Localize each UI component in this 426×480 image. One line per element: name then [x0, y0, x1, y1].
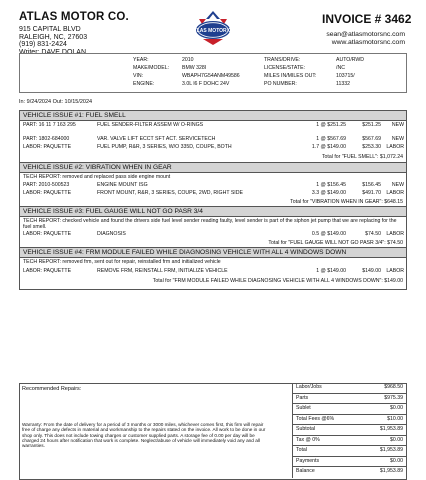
summary-row: Balance $1,953.89 — [296, 468, 403, 474]
tech-report: TECH REPORT: removed frm, sent out for repair, reinstalled frm and initialized vehicle — [23, 259, 221, 265]
issue-total: Total for "VIBRATION WHEN IN GEAR": $648.15 — [290, 199, 403, 205]
line-item: PART: 16 11 7 163 295 FUEL SENDER-FILTER ASSEM W/ O-RINGS 1 @ $251.25 $251.25 NEW — [23, 122, 404, 128]
make-label: MAKE/MODEL: — [133, 65, 170, 71]
summary-row: Payments $0.00 — [293, 457, 406, 468]
line-item: LABOR: PAQUETTE FUEL PUMP, R&R, 3 SERIES, W/O 335D, COUPE, BOTH 1.7 @ $149.00 $253.30 LABOR — [23, 144, 404, 150]
website-link[interactable]: www.atlasmotorsnc.com — [331, 39, 405, 46]
recommended-repairs-label: Recommended Repairs: — [22, 386, 82, 392]
engine-value: 3.0L l6 F DOHC 24V — [182, 81, 230, 87]
issue-section-4 — [19, 247, 407, 290]
license-value: /NC — [336, 65, 345, 71]
trans-label: TRANS/DRIVE: — [264, 57, 301, 63]
po-value: 11332 — [336, 81, 351, 87]
in-out-dates: In: 9/24/2024 Out: 10/15/2024 — [19, 99, 93, 105]
summary-row: Parts $975.39 — [293, 394, 406, 405]
line-item: PART: 1802-684000 VAR. VALVE LIFT ECCT SFT ACT. SERVICETECH 1 @ $567.69 $567.69 NEW — [23, 136, 404, 142]
issue-title: VEHICLE ISSUE #3: FUEL GAUGE WILL NOT GO PASR 3/4 — [20, 207, 406, 217]
issue-title: VEHICLE ISSUE #4: FRM MODULE FAILED WHILE DIAGNOSING VEHICLE WITH ALL 4 WINDOWS DOWN — [20, 248, 406, 258]
summary-row: Total $1,953.89 — [293, 446, 406, 457]
summary-row: Labor/Jobs $968.50 — [293, 383, 406, 394]
company-name: ATLAS MOTOR CO. — [19, 11, 129, 23]
writer: Writer: DAVE DOLAN — [19, 48, 87, 56]
phone: (919) 831-2424 — [19, 41, 67, 49]
make-value: BMW 328I — [182, 65, 207, 71]
miles-label: MILES IN/MILES OUT: — [264, 73, 317, 79]
po-label: PO NUMBER: — [264, 81, 297, 87]
logo-text: ATLAS MOTOR CO — [190, 28, 236, 34]
issue-total: Total for "FRM MODULE FAILED WHILE DIAGNOSING VEHICLE WITH ALL 4 WINDOWS DOWN": $149.00 — [152, 278, 403, 284]
vin-value: WBAPH7G54ANM49586 — [182, 73, 240, 79]
contact-info — [326, 31, 405, 47]
vin-label: VIN: — [133, 73, 144, 79]
engine-label: ENGINE: — [133, 81, 155, 87]
address-line-1: 915 CAPITAL BLVD — [19, 26, 81, 33]
issue-title: VEHICLE ISSUE #2: VIBRATION WHEN IN GEAR — [20, 163, 406, 173]
year-value: 2010 — [182, 57, 194, 63]
company-logo — [190, 10, 236, 46]
invoice-title: INVOICE # 3462 — [322, 12, 412, 26]
company-address — [19, 26, 87, 56]
line-item: LABOR: PAQUETTE FRONT MOUNT, R&R, 3 SERIES, COUPE, 2WD, RIGHT SIDE 3.3 @ $149.00 $491.70 LABOR — [23, 190, 404, 196]
totals-summary — [292, 383, 406, 478]
tech-report: TECH REPORT: checked vehicle and found the drivers side fuel level sender reading faulty, level sender is part of the siphon jet pump that we are replacing for the fuel smell. — [23, 218, 397, 230]
miles-value: 103715/ — [336, 73, 355, 79]
issue-section-1 — [19, 110, 407, 165]
trans-value: AUTO/RWD — [336, 57, 365, 63]
line-item: PART: 2010-500523 ENGINE MOUNT ISG 1 @ $156.45 $156.45 NEW — [23, 182, 404, 188]
issue-total: Total for "FUEL GAUGE WILL NOT GO PASR 3/4": $74.50 — [268, 240, 403, 246]
warranty-text: Warranty: From the date of delivery for a period of 3 months or 3000 miles, whichever comes first, this firm will repair free of charge any defects in material and workmanship to the repairs stated on the invoice. All work to be done in our shop only. This does not include towing charges or customer supplied parts. A storage fee of 0.00 per day will be charged 24 hours after notification that work is complete. Neglect/abuse of vehicle will immediately void any and all warranties. — [22, 422, 266, 449]
summary-row: Subtotal $1,953.89 — [293, 425, 406, 436]
license-label: LICENSE/STATE: — [264, 65, 306, 71]
issue-section-3 — [19, 206, 407, 250]
summary-row: Total Fees @6% $10.00 — [293, 415, 406, 426]
issue-section-2 — [19, 162, 407, 209]
issue-total: Total for "FUEL SMELL": $1,072.24 — [321, 154, 403, 160]
address-line-2: RALEIGH, NC, 27603 — [19, 33, 88, 41]
year-label: YEAR: — [133, 57, 149, 63]
tech-report: TECH REPORT: removed and replaced pass side engine mount — [23, 174, 171, 180]
summary-row: Sublet $0.00 — [293, 404, 406, 415]
email-link[interactable]: sean@atlasmotorsnc.com — [326, 31, 405, 38]
issue-title: VEHICLE ISSUE #1: FUEL SMELL — [20, 111, 406, 121]
line-item: LABOR: PAQUETTE DIAGNOSIS 0.5 @ $149.00 $74.50 LABOR — [23, 231, 404, 237]
summary-row: Tax @ 0% $0.00 — [293, 436, 406, 447]
line-item: LABOR: PAQUETTE REMOVE FRM, REINSTALL FRM, INITIALIZE VEHICLE 1 @ $149.00 $149.00 LABOR — [23, 268, 404, 274]
